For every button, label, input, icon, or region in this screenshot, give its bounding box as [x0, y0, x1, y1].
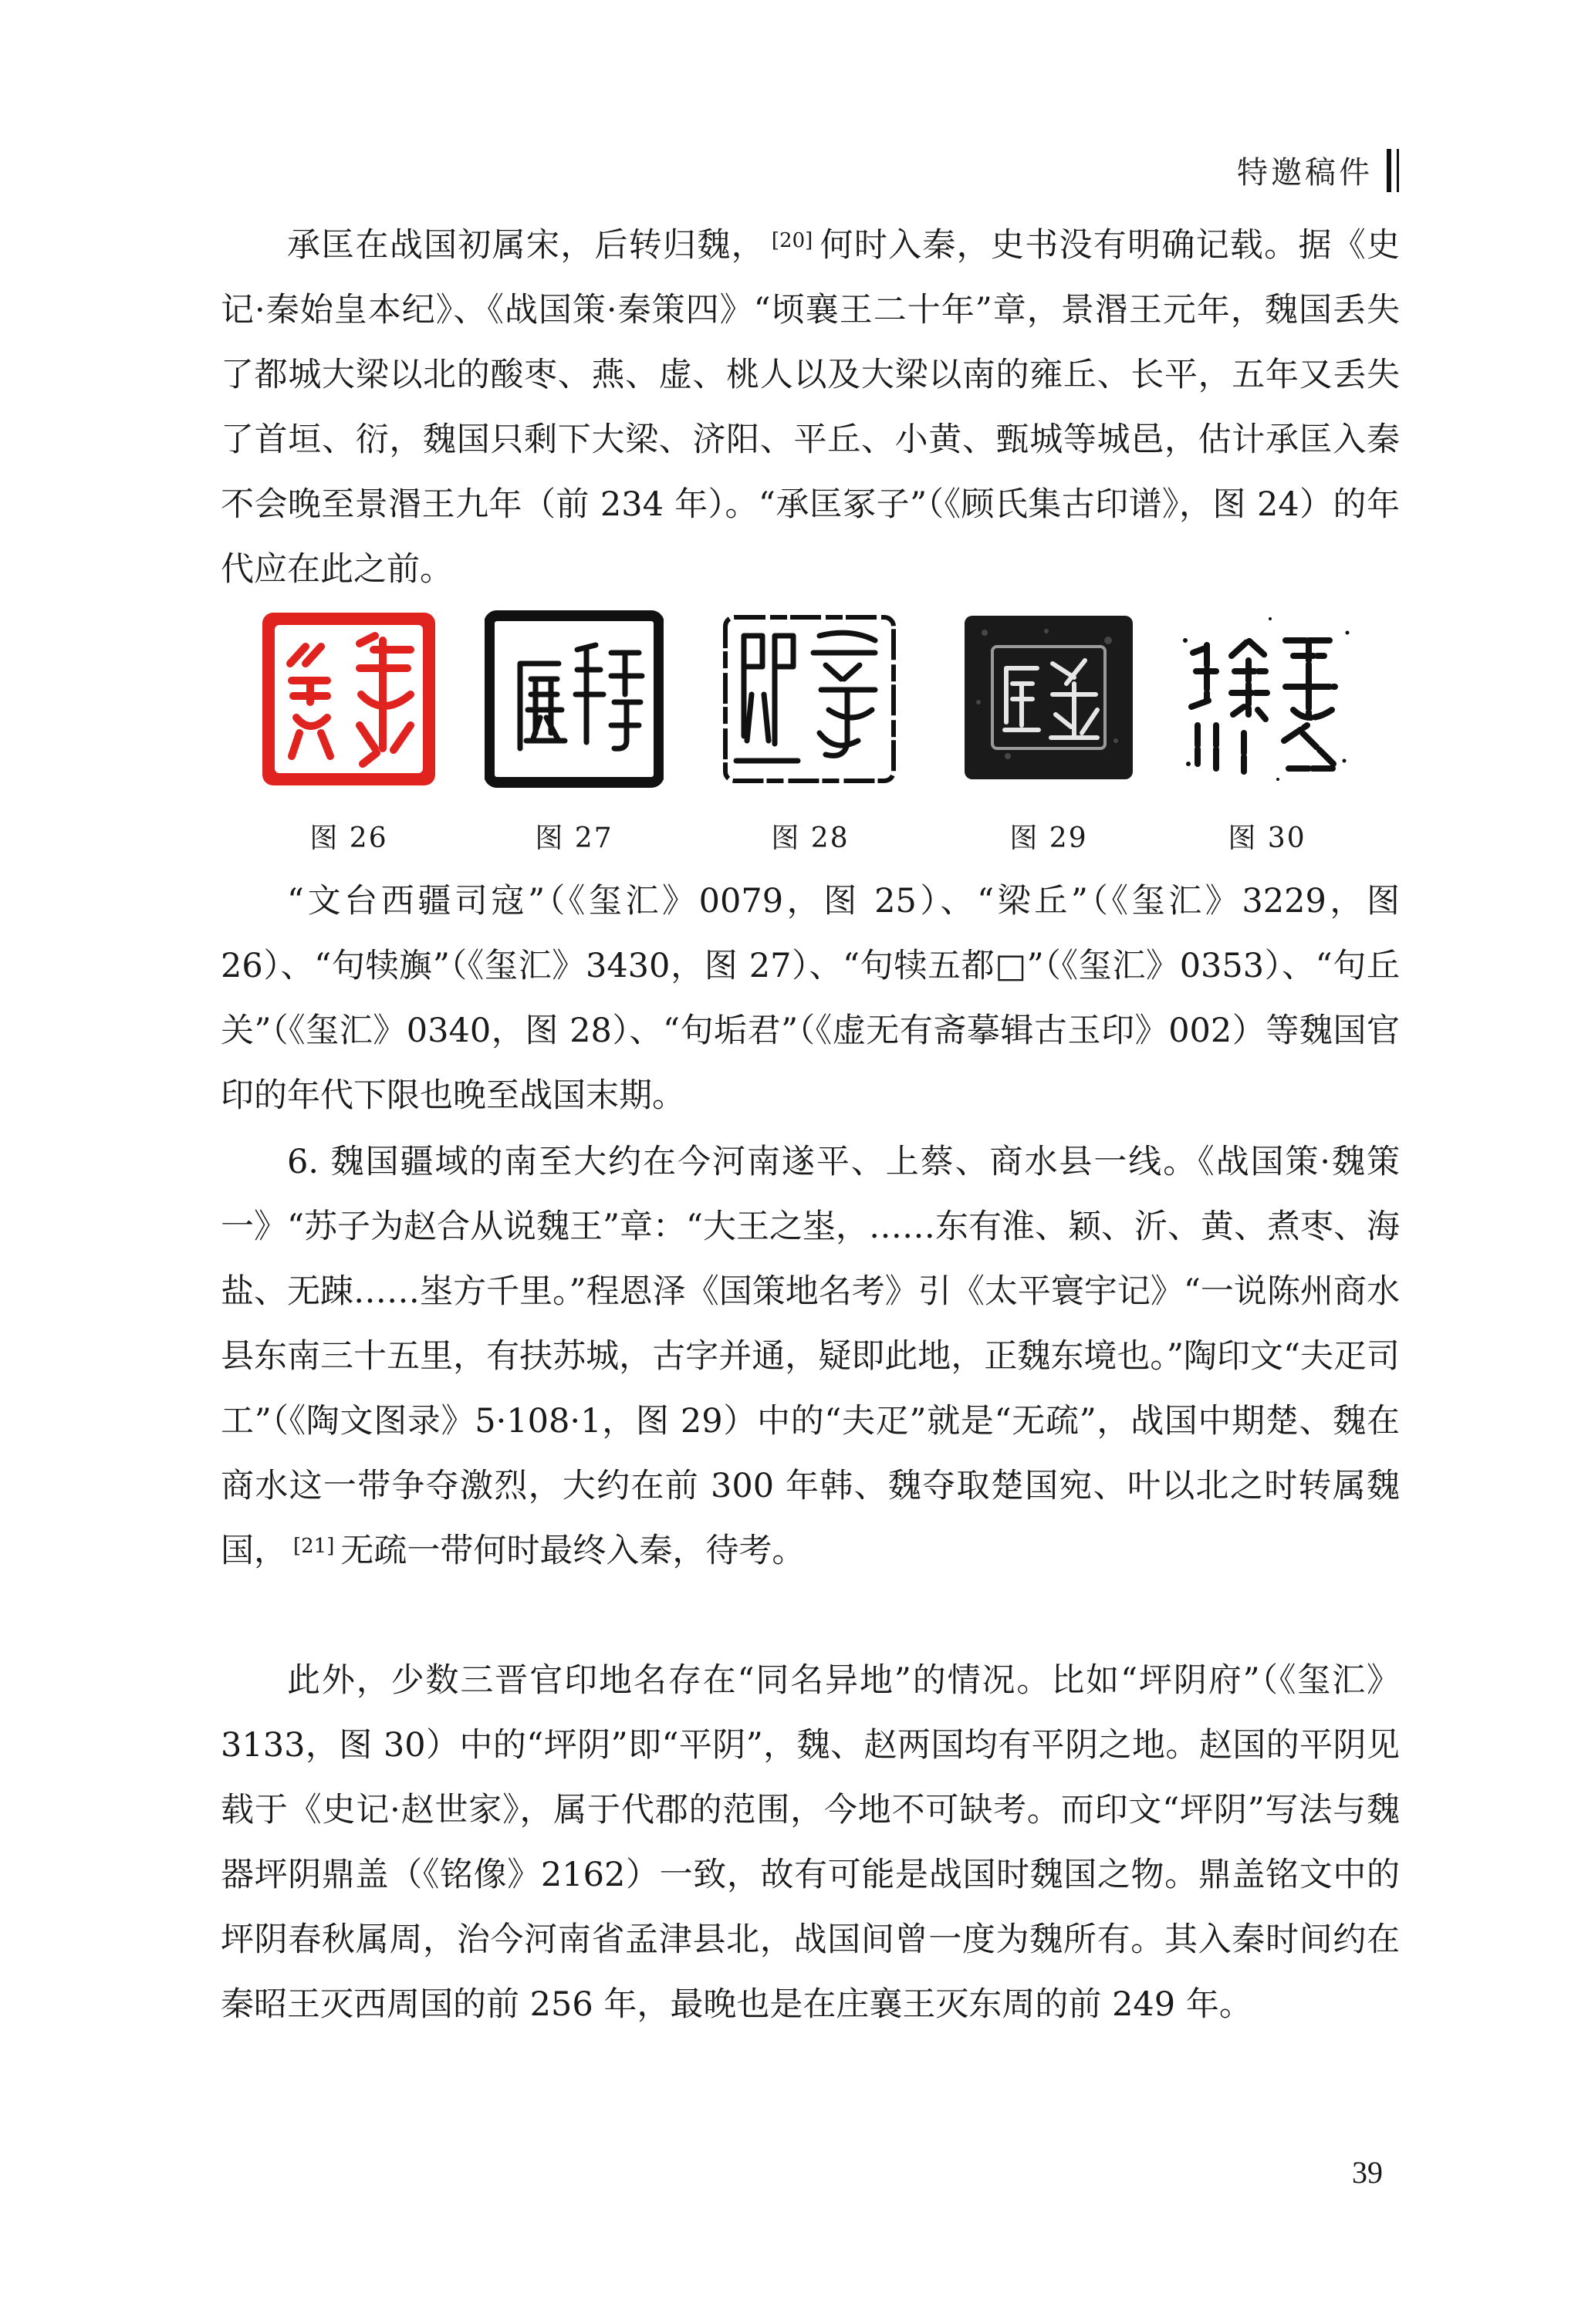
- figure-27-caption: 图 27: [535, 823, 613, 854]
- figure-26-caption: 图 26: [309, 823, 388, 854]
- p3-text-a: 6. 魏国疆域的南至大约在今河南遂平、上蔡、商水县一线。《战国策·魏策一》“苏子为赵合从说魏王”章：“大王之埊，……东有淮、颖、沂、黄、煮枣、海盐、无踈……埊方千里。”程恩泽《国策地名考》引《太平寰宇记》“一说陈州商水县东南三十五里，有扶苏城，古字并通，疑即此地，正魏东境也。”陶印文“夫疋司工”（《陶文图录》5·108·1，图 29）中的“夫疋”就是“无疏”，战国中期楚、魏在商水这一带争夺激烈，大约在前 300 年韩、魏夺取楚国宛、叶以北之时转属魏国，: [221, 1143, 1400, 1570]
- seal-28-image: [721, 610, 900, 789]
- seal-27-image: [485, 610, 664, 789]
- p3-text-b: 无疏一带何时最终入秦，待考。: [340, 1532, 806, 1570]
- figure-29-caption: 图 29: [1009, 823, 1088, 854]
- figure-27: [485, 610, 664, 854]
- figure-28-caption: 图 28: [771, 823, 850, 854]
- seal-figures: [0, 610, 1595, 864]
- page-number: 39: [1352, 2155, 1383, 2190]
- p1-text-b: 何时入秦，史书没有明确记载。据《史记·秦始皇本纪》、《战国策·秦策四》“顷襄王二十年”章，景湣王元年，魏国丢失了都城大梁以北的酸枣、燕、虚、桃人以及大梁以南的雍丘、长平，五年又丢失了首垣、衍，魏国只剩下大梁、济阳、平丘、小黄、甄城等城邑，估计承匡入秦不会晚至景湣王九年（前 234 年）。“承匡冢子”（《顾氏集古印谱》，图 24）的年代应在此之前。: [221, 226, 1401, 589]
- seal-29-image: [961, 610, 1136, 784]
- seal-26-image: [259, 610, 438, 789]
- p1-text-a: 承匡在战国初属宋，后转归魏，: [287, 226, 765, 265]
- footnote-ref-20[interactable]: [20]: [771, 229, 813, 252]
- figure-29: [961, 610, 1136, 854]
- figure-30: [1178, 610, 1357, 854]
- paragraph-2: “文台西疆司寇”（《玺汇》0079，图 25）、“梁丘”（《玺汇》3229，图 26）、“句犊旟”（《玺汇》3430，图 27）、“句犊五都□”（《玺汇》0353）、“句丘关”（《玺汇》0340，图 28）、“句垢君”（《虚无有斋摹辑古玉印》002）等魏国官印的年代下限也晚至战国末期。: [221, 882, 1400, 1115]
- paragraph-1: [221, 213, 1400, 602]
- figure-30-caption: 图 30: [1228, 823, 1306, 854]
- figure-28: [721, 610, 900, 854]
- section-title: 特邀稿件: [1237, 155, 1373, 191]
- paragraph-4: 此外，少数三晋官印地名存在“同名异地”的情况。比如“坪阴府”（《玺汇》3133，图 30）中的“坪阴”即“平阴”，魏、赵两国均有平阴之地。赵国的平阴见载于《史记·赵世家》，属于代郡的范围，今地不可缺考。而印文“坪阴”写法与魏器坪阴鼎盖（《铭像》2162）一致，故有可能是战国时魏国之物。鼎盖铭文中的坪阴春秋属周，治今河南省孟津县北，战国间曾一度为魏所有。其入秦时间约在秦昭王灭西周国的前 256 年，最晚也是在庄襄王灭东周的前 249 年。: [221, 1661, 1400, 2024]
- header-divider-icon: [1387, 149, 1399, 192]
- paragraph-3: [221, 1130, 1400, 1583]
- figure-26: [259, 610, 438, 854]
- footnote-ref-21[interactable]: [21]: [293, 1535, 335, 1558]
- seal-30-image: [1178, 610, 1357, 789]
- running-header: [1237, 148, 1399, 192]
